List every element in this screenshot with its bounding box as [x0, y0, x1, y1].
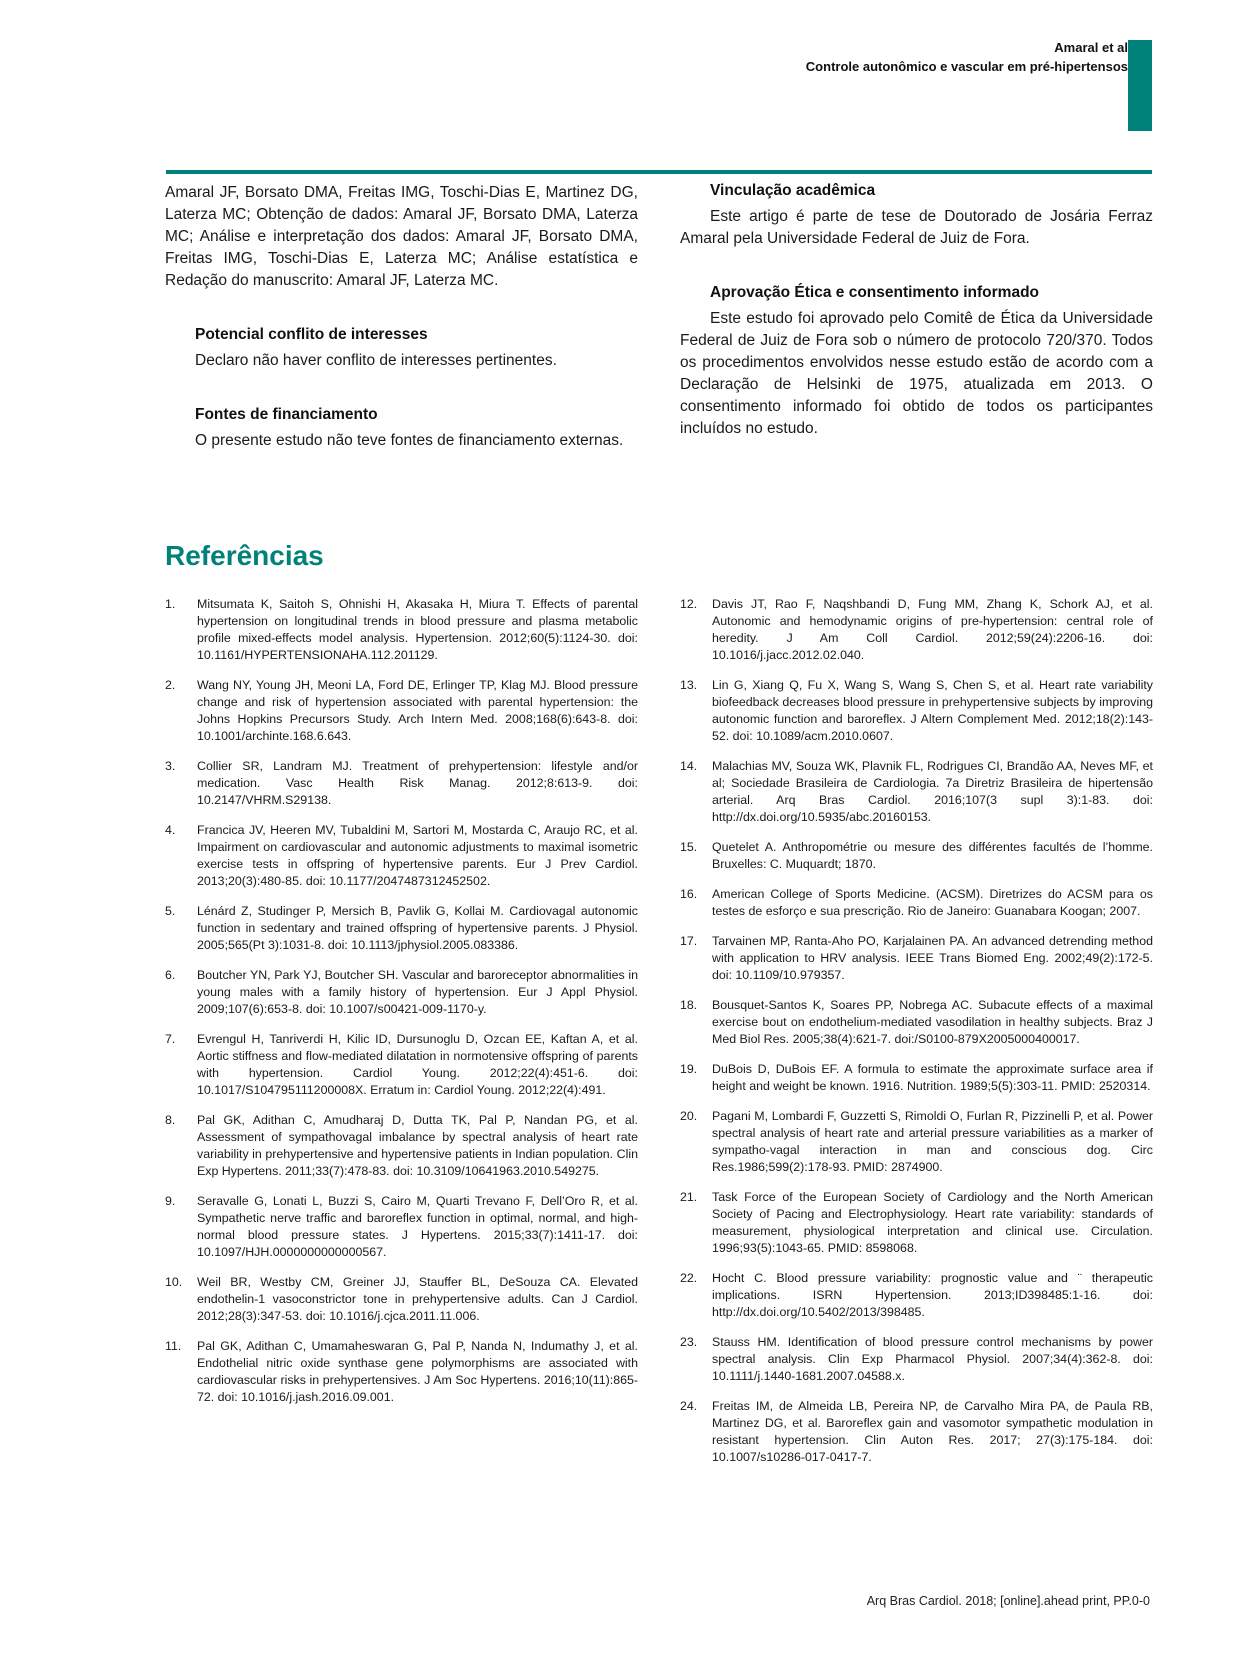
reference-number: 17. [680, 934, 698, 948]
reference-item [165, 677, 638, 745]
reference-item [165, 758, 638, 809]
references-columns [165, 596, 1153, 1479]
reference-item [680, 1189, 1153, 1257]
reference-number: 9. [165, 1194, 176, 1208]
reference-number: 14. [680, 759, 698, 773]
reference-text: Tarvainen MP, Ranta-Aho PO, Karjalainen PA. An advanced detrending method with application to HRV analysis. IEEE Trans Biomed Eng. 2002;49(2):172-5. doi: 10.1109/10.979357. [712, 934, 1153, 982]
reference-text: Francica JV, Heeren MV, Tubaldini M, Sartori M, Mostarda C, Araujo RC, et al. Impairment on cardiovascular and autonomic adjustments to maximal isometric exercise tests in offspring of hypertensive parents. Eur J Prev Cardiol. 2013;20(3):480-85. doi: 10.1177/2047487312452502. [197, 823, 638, 888]
reference-item [165, 1031, 638, 1099]
reference-item [680, 1108, 1153, 1176]
running-author: Amaral et al [1054, 40, 1128, 55]
reference-text: Pal GK, Adithan C, Amudharaj D, Dutta TK, Pal P, Nandan PG, et al. Assessment of sympathovagal imbalance by spectral analysis of heart rate variability in prehypertensive and hypertensive patients in Indian population. Clin Exp Hypertens. 2011;33(7):478-83. doi: 10.3109/10641963.2010.549275. [197, 1113, 638, 1178]
reference-text: Seravalle G, Lonati L, Buzzi S, Cairo M, Quarti Trevano F, Dell’Oro R, et al. Sympathetic nerve traffic and baroreflex function in optimal, normal, and high-normal blood pressure states. J Hypertens. 2015;33(7):1411-17. doi: 10.1097/HJH.0000000000000567. [197, 1194, 638, 1259]
references-section [165, 540, 1153, 1479]
top-divider-rule [166, 170, 1152, 174]
author-contributions-text: Amaral JF, Borsato DMA, Freitas IMG, Toschi-Dias E, Martinez DG, Laterza MC; Obtenção de dados: Amaral JF, Borsato DMA, Laterza MC; Análise e interpretação dos dados: Amaral JF, Borsato DMA, Freitas IMG, Toschi-Dias E, Laterza MC; Análise estatística e Redação do manuscrito: Amaral JF, Laterza MC. [165, 184, 638, 289]
reference-text: Collier SR, Landram MJ. Treatment of prehypertension: lifestyle and/or medication. Vasc Health Risk Manag. 2012;8:613-9. doi: 10.2147/VHRM.S29138. [197, 759, 638, 807]
reference-item [165, 903, 638, 954]
references-column-left [165, 596, 638, 1479]
reference-number: 11. [165, 1339, 182, 1353]
funding-sources-text: O presente estudo não teve fontes de financiamento externas. [195, 432, 624, 449]
reference-text: Lénárd Z, Studinger P, Mersich B, Pavlik G, Kollai M. Cardiovagal autonomic function in sedentary and trained offspring of hypertensive parents. J Physiol. 2005;565(Pt 3):1031-8. doi: 10.1113/jphysiol.2005.083386. [197, 904, 638, 952]
running-title: Controle autonômico e vascular em pré-hipertensos [805, 59, 1128, 74]
ethics-approval-block [680, 284, 1153, 440]
reference-text: Evrengul H, Tanriverdi H, Kilic ID, Dursunoglu D, Ozcan EE, Kaftan A, et al. Aortic stiffness and flow-mediated dilatation in normotensive offspring of parents with hypertension. Cardiol Young. 2012;22(4):451-6. doi: 10.1017/S104795111200008X. Erratum in: Cardiol Young. 2012;22(4):491. [197, 1032, 638, 1097]
reference-text: American College of Sports Medicine. (ACSM). Diretrizes do ACSM para os testes de esforço e sua prescrição. Rio de Janeiro: Guanabara Koogan; 2007. [712, 887, 1153, 918]
running-header [528, 38, 1128, 76]
front-matter-right-column [680, 182, 1153, 484]
academic-association-block [680, 182, 1153, 250]
reference-item [165, 596, 638, 664]
reference-number: 1. [165, 597, 176, 611]
reference-text: Freitas IM, de Almeida LB, Pereira NP, de Carvalho Mira PA, de Paula RB, Martinez DG, et al. Baroreflex gain and vasomotor sympathetic modulation in resistant hypertension. Clin Auton Res. 2017; 27(3):175-184. doi: 10.1007/s10286-017-0417-7. [712, 1399, 1153, 1464]
reference-text: Mitsumata K, Saitoh S, Ohnishi H, Akasaka H, Miura T. Effects of parental hypertension on longitudinal trends in blood pressure and plasma metabolic profile mixed-effects model analysis. Hypertension. 2012;60(5):1124-30. doi: 10.1161/HYPERTENSIONAHA.112.201129. [197, 597, 638, 662]
reference-text: DuBois D, DuBois EF. A formula to estimate the approximate surface area if height and weight be known. 1916. Nutrition. 1989;5(5):303-11. PMID: 2520314. [712, 1062, 1153, 1093]
reference-text: Lin G, Xiang Q, Fu X, Wang S, Wang S, Chen S, et al. Heart rate variability biofeedback decreases blood pressure in prehypertensive subjects by improving autonomic function and baroreflex. J Altern Complement Med. 2012;18(2):143-52. doi: 10.1089/acm.2010.0607. [712, 678, 1153, 743]
reference-item [680, 1334, 1153, 1385]
reference-number: 24. [680, 1399, 698, 1413]
reference-text: Boutcher YN, Park YJ, Boutcher SH. Vascular and baroreceptor abnormalities in young males with a family history of hypertension. Eur J Appl Physiol. 2009;107(6):653-8. doi: 10.1007/s00421-009-1170-y. [197, 968, 638, 1016]
reference-item [165, 1112, 638, 1180]
reference-item [680, 1398, 1153, 1466]
reference-item [680, 596, 1153, 664]
reference-item [165, 1274, 638, 1325]
reference-text: Hocht C. Blood pressure variability: prognostic value and ¨ therapeutic implications. ISRN Hypertension. 2013;ID398485:1-16. doi: http://dx.doi.org/10.5402/2013/398485. [712, 1271, 1153, 1319]
reference-number: 21. [680, 1190, 698, 1204]
reference-text: Malachias MV, Souza WK, Plavnik FL, Rodrigues CI, Brandão AA, Neves MF, et al; Sociedade Brasileira de Cardiologia. 7a Diretriz Brasileira de hipertensão arterial. Arq Bras Cardiol. 2016;107(3 supl 3):1-83. doi: http://dx.doi.org/10.5935/abc.20160153. [712, 759, 1153, 824]
reference-text: Bousquet-Santos K, Soares PP, Nobrega AC. Subacute effects of a maximal exercise bout on endothelium-mediated vasodilation in healthy subjects. Braz J Med Biol Res. 2005;38(4):621-7. doi:/S0100-879X2005000400017. [712, 998, 1153, 1046]
reference-number: 7. [165, 1032, 176, 1046]
reference-number: 2. [165, 678, 176, 692]
reference-number: 3. [165, 759, 176, 773]
conflict-of-interest-heading: Potencial conflito de interesses [195, 326, 428, 343]
ethics-approval-heading: Aprovação Ética e consentimento informado [710, 284, 1040, 301]
author-contributions-block [165, 182, 638, 292]
ethics-approval-text: Este estudo foi aprovado pelo Comitê de Ética da Universidade Federal de Juiz de Fora sob o número de protocolo 720/370. Todos os procedimentos envolvidos nesse estudo estão de acordo com a Declaração de Helsinki de 1975, atualizada em 2013. O consentimento informado foi obtido de todos os participantes incluídos no estudo. [680, 310, 1153, 437]
reference-item [165, 1338, 638, 1406]
conflict-of-interest-text: Declaro não haver conflito de interesses pertinentes. [195, 352, 557, 369]
funding-sources-heading: Fontes de financiamento [195, 406, 378, 423]
reference-item [680, 677, 1153, 745]
reference-text: Wang NY, Young JH, Meoni LA, Ford DE, Erlinger TP, Klag MJ. Blood pressure change and risk of hypertension associated with parental hypertension: the Johns Hopkins Precursors Study. Arch Intern Med. 2008;168(6):643-8. doi: 10.1001/archinte.168.6.643. [197, 678, 638, 743]
reference-number: 19. [680, 1062, 698, 1076]
reference-text: Quetelet A. Anthropométrie ou mesure des différentes facultés de l’homme. Bruxelles: C. Muquardt; 1870. [712, 840, 1153, 871]
reference-number: 16. [680, 887, 698, 901]
reference-item [680, 758, 1153, 826]
funding-sources-block [165, 406, 638, 452]
reference-item [680, 839, 1153, 873]
reference-text: Pal GK, Adithan C, Umamaheswaran G, Pal P, Nanda N, Indumathy J, et al. Endothelial nitric oxide synthase gene polymorphisms are associated with cardiovascular risks in prehypertensives. J Am Soc Hypertens. 2016;10(11):865-72. doi: 10.1016/j.jash.2016.09.001. [197, 1339, 638, 1404]
references-title: Referências [165, 540, 324, 571]
reference-item [165, 967, 638, 1018]
reference-item [680, 1270, 1153, 1321]
header-accent-block [1128, 40, 1152, 131]
reference-text: Davis JT, Rao F, Naqshbandi D, Fung MM, Zhang K, Schork AJ, et al. Autonomic and hemodynamic origins of pre-hypertension: central role of heredity. J Am Coll Cardiol. 2012;59(24):2206-16. doi: 10.1016/j.jacc.2012.02.040. [712, 597, 1153, 662]
reference-item [680, 1061, 1153, 1095]
reference-number: 10. [165, 1275, 183, 1289]
reference-number: 6. [165, 968, 176, 982]
reference-item [680, 933, 1153, 984]
reference-item [165, 822, 638, 890]
academic-association-text: Este artigo é parte de tese de Doutorado de Josária Ferraz Amaral pela Universidade Federal de Juiz de Fora. [680, 208, 1153, 247]
reference-number: 22. [680, 1271, 698, 1285]
reference-number: 8. [165, 1113, 176, 1127]
reference-number: 5. [165, 904, 176, 918]
reference-item [680, 886, 1153, 920]
front-matter-left-column [165, 182, 638, 484]
reference-item [680, 997, 1153, 1048]
reference-number: 18. [680, 998, 698, 1012]
reference-number: 4. [165, 823, 176, 837]
reference-number: 20. [680, 1109, 698, 1123]
academic-association-heading: Vinculação acadêmica [710, 182, 876, 199]
reference-number: 13. [680, 678, 698, 692]
reference-item [165, 1193, 638, 1261]
conflict-of-interest-block [165, 326, 638, 372]
reference-text: Stauss HM. Identification of blood pressure control mechanisms by power spectral analysis. Clin Exp Pharmacol Physiol. 2007;34(4):362-8. doi: 10.1111/j.1440-1681.2007.04588.x. [712, 1335, 1153, 1383]
reference-text: Pagani M, Lombardi F, Guzzetti S, Rimoldi O, Furlan R, Pizzinelli P, et al. Power spectral analysis of heart rate and arterial pressure variabilities as a marker of sympatho-vagal interaction in man and conscious dog. Circ Res.1986;599(2):178-93. PMID: 2874900. [712, 1109, 1153, 1174]
reference-number: 23. [680, 1335, 698, 1349]
reference-number: 15. [680, 840, 698, 854]
reference-number: 12. [680, 597, 698, 611]
journal-footer: Arq Bras Cardiol. 2018; [online].ahead print, PP.0-0 [866, 1594, 1150, 1608]
reference-text: Weil BR, Westby CM, Greiner JJ, Stauffer BL, DeSouza CA. Elevated endothelin-1 vasoconstrictor tone in prehypertensive adults. Can J Cardiol. 2012;28(3):347-53. doi: 10.1016/j.cjca.2011.11.006. [197, 1275, 638, 1323]
front-matter [165, 182, 1153, 484]
references-column-right [680, 596, 1153, 1479]
reference-text: Task Force of the European Society of Cardiology and the North American Society of Pacing and Electrophysiology. Heart rate variability: standards of measurement, physiological interpretation and clinical use. Circulation. 1996;93(5):1043-65. PMID: 8598068. [712, 1190, 1153, 1255]
